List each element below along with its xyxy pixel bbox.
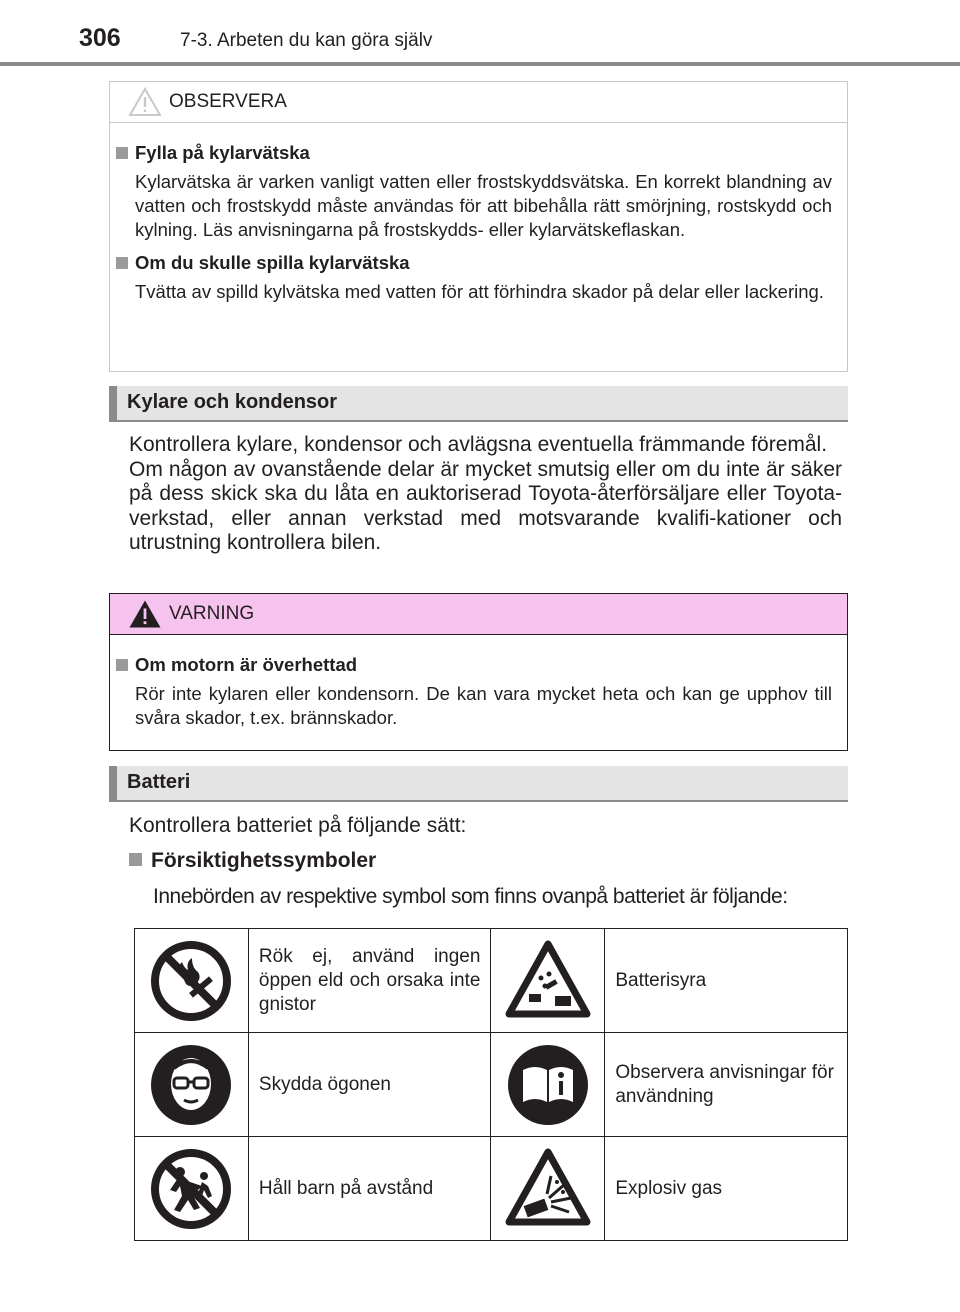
symbol-label: Explosiv gas — [605, 1137, 848, 1241]
symbol-label: Skydda ögonen — [248, 1033, 491, 1137]
radiator-body — [129, 433, 842, 556]
battery-subheading: Försiktighetssymboler — [129, 849, 376, 873]
caution-triangle-icon — [128, 87, 162, 117]
page-number: 306 — [79, 24, 121, 52]
caution-item-text: Tvätta av spilld kylvätska med vatten för att förhindra skador på delar eller lackering. — [135, 281, 824, 302]
square-bullet-icon — [116, 659, 128, 671]
battery-intro: Kontrollera batteriet på följande sätt: — [129, 814, 467, 837]
warning-triangle-icon — [128, 599, 162, 629]
warning-item-text: Rör inte kylaren eller kondensorn. De kan vara mycket heta och kan ge upphov till svåra skador, t.ex. brännskador. — [135, 683, 832, 728]
symbol-table — [134, 928, 848, 1241]
caution-item-text: Kylarvätska är varken vanligt vatten eller frostskyddsvätska. En korrekt blandning av vatten och frostskydd måste användas för att bibehålla rätt smörjning, rostskydd och kylning. Läs anvisningarna på frostskydds- eller kylarvätskeflaskan. — [135, 171, 832, 240]
warning-item-title: Om motorn är överhettad — [135, 654, 358, 675]
caution-box-header — [110, 82, 847, 123]
symbol-label: Batterisyra — [605, 929, 848, 1033]
caution-box — [109, 81, 848, 372]
caution-item — [116, 251, 832, 304]
eye-protection-icon — [148, 1042, 234, 1128]
page-header — [0, 0, 960, 66]
battery-acid-icon — [505, 938, 591, 1024]
caution-item-title: Om du skulle spilla kylarvätska — [135, 252, 410, 273]
square-bullet-icon — [116, 147, 128, 159]
warning-label: VARNING — [169, 603, 255, 624]
section-heading-radiator: Kylare och kondensor — [109, 386, 848, 422]
radiator-para-2: Om någon av ovanstående delar är mycket smutsig eller om du inte är säker på dess skick ska du låta en auktoriserad Toyota-återförsäljare eller Toyota-verkstad, eller annan verkstad med motsvarande kvalifi-kationer och utrustning kontrollera bilen. — [129, 457, 842, 554]
table-row — [135, 929, 848, 1033]
radiator-para-1: Kontrollera kylare, kondensor och avlägsna eventuella främmande föremål. — [129, 433, 828, 456]
table-row — [135, 1033, 848, 1137]
warning-item — [116, 653, 832, 730]
section-heading-battery: Batteri — [109, 766, 848, 802]
symbol-label: Observera anvisningar för användning — [605, 1033, 848, 1137]
caution-item — [116, 141, 832, 242]
caution-label: OBSERVERA — [169, 91, 287, 112]
warning-box — [109, 593, 848, 751]
battery-subtext: Innebörden av respektive symbol som finns ovanpå batteriet är följande: — [153, 885, 788, 908]
table-row — [135, 1137, 848, 1241]
symbol-label: Rök ej, använd ingen öppen eld och orsaka inte gnistor — [248, 929, 491, 1033]
section-title: 7-3. Arbeten du kan göra själv — [180, 30, 433, 51]
square-bullet-icon — [116, 257, 128, 269]
caution-item-title: Fylla på kylarvätska — [135, 142, 310, 163]
symbol-label: Håll barn på avstånd — [248, 1137, 491, 1241]
read-instructions-icon — [505, 1042, 591, 1128]
explosive-gas-icon — [505, 1146, 591, 1232]
header-rule — [0, 62, 960, 66]
square-bullet-icon — [129, 853, 142, 866]
no-smoking-icon — [148, 938, 234, 1024]
keep-children-away-icon — [148, 1146, 234, 1232]
warning-box-header — [110, 594, 847, 635]
